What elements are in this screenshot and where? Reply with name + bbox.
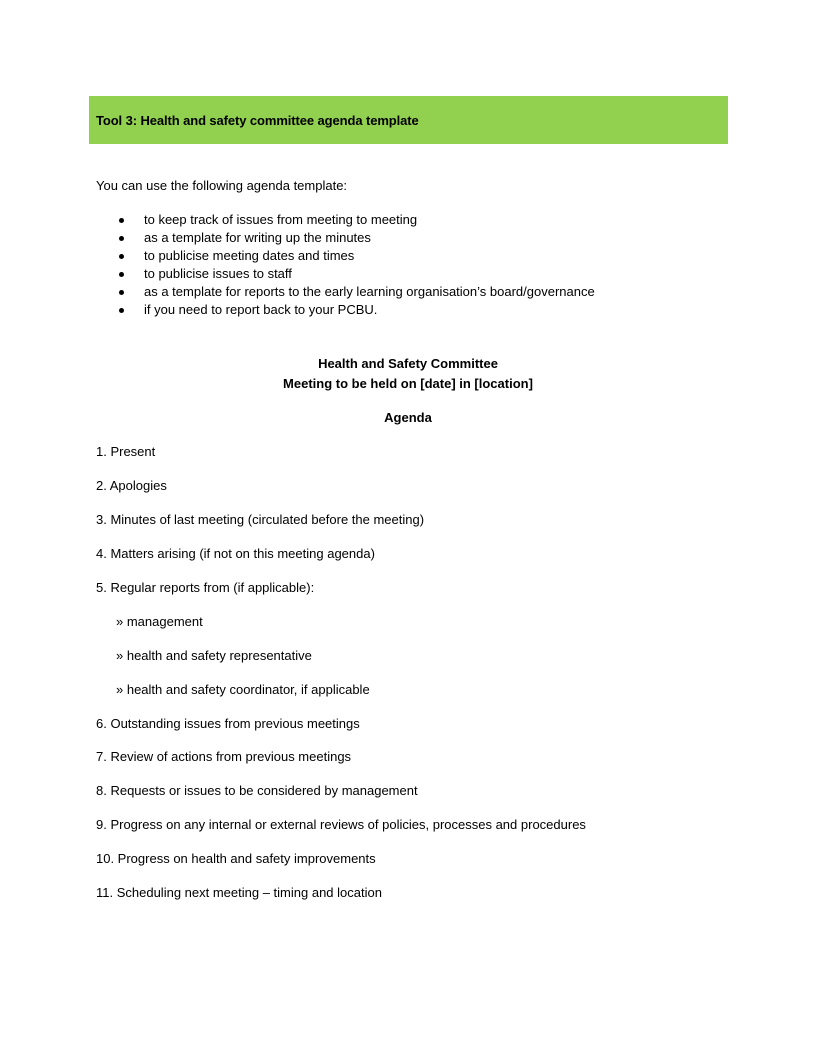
agenda-subitem-hs-coordinator: » health and safety coordinator, if applicable	[116, 682, 370, 697]
agenda-item-minutes: 3. Minutes of last meeting (circulated before the meeting)	[96, 512, 425, 527]
bullet-item	[96, 283, 595, 301]
bullet-text: as a template for reports to the early learning organisation’s board/governance	[144, 284, 595, 299]
agenda-item-requests: 8. Requests or issues to be considered by management	[96, 783, 418, 798]
title-banner	[89, 96, 728, 144]
agenda-item-review-actions: 7. Review of actions from previous meetings	[96, 749, 352, 764]
agenda-item-outstanding-issues: 6. Outstanding issues from previous meetings	[96, 716, 360, 731]
agenda-item-next-meeting: 11. Scheduling next meeting – timing and location	[96, 885, 382, 900]
bullet-icon	[119, 254, 124, 259]
bullet-item	[96, 301, 595, 319]
agenda-item-regular-reports: 5. Regular reports from (if applicable):	[96, 580, 315, 595]
bullet-item	[96, 265, 595, 283]
bullet-icon	[119, 218, 124, 223]
bullet-text: if you need to report back to your PCBU.	[144, 302, 378, 317]
bullet-icon	[119, 308, 124, 313]
committee-heading: Health and Safety Committee	[318, 356, 498, 371]
bullet-item	[96, 211, 595, 229]
agenda-item-matters-arising: 4. Matters arising (if not on this meeting agenda)	[96, 546, 375, 561]
bullet-icon	[119, 272, 124, 277]
intro-text: You can use the following agenda template:	[96, 178, 348, 193]
bullet-text: to publicise issues to staff	[144, 266, 292, 281]
usage-bullet-list	[96, 211, 595, 319]
agenda-subitem-management: » management	[116, 614, 203, 629]
bullet-item	[96, 229, 595, 247]
bullet-icon	[119, 290, 124, 295]
bullet-text: as a template for writing up the minutes	[144, 230, 371, 245]
agenda-item-apologies: 2. Apologies	[96, 478, 167, 493]
bullet-item	[96, 247, 595, 265]
bullet-icon	[119, 236, 124, 241]
bullet-text: to publicise meeting dates and times	[144, 248, 355, 263]
agenda-heading: Agenda	[384, 410, 432, 425]
agenda-subitem-hs-representative: » health and safety representative	[116, 648, 312, 663]
bullet-text: to keep track of issues from meeting to meeting	[144, 212, 418, 227]
meeting-heading: Meeting to be held on [date] in [location]	[283, 376, 533, 391]
document-title: Tool 3: Health and safety committee agenda template	[96, 112, 419, 128]
agenda-item-progress-improvements: 10. Progress on health and safety improvements	[96, 851, 376, 866]
agenda-item-progress-reviews: 9. Progress on any internal or external reviews of policies, processes and procedures	[96, 817, 586, 832]
agenda-item-present: 1. Present	[96, 444, 156, 459]
